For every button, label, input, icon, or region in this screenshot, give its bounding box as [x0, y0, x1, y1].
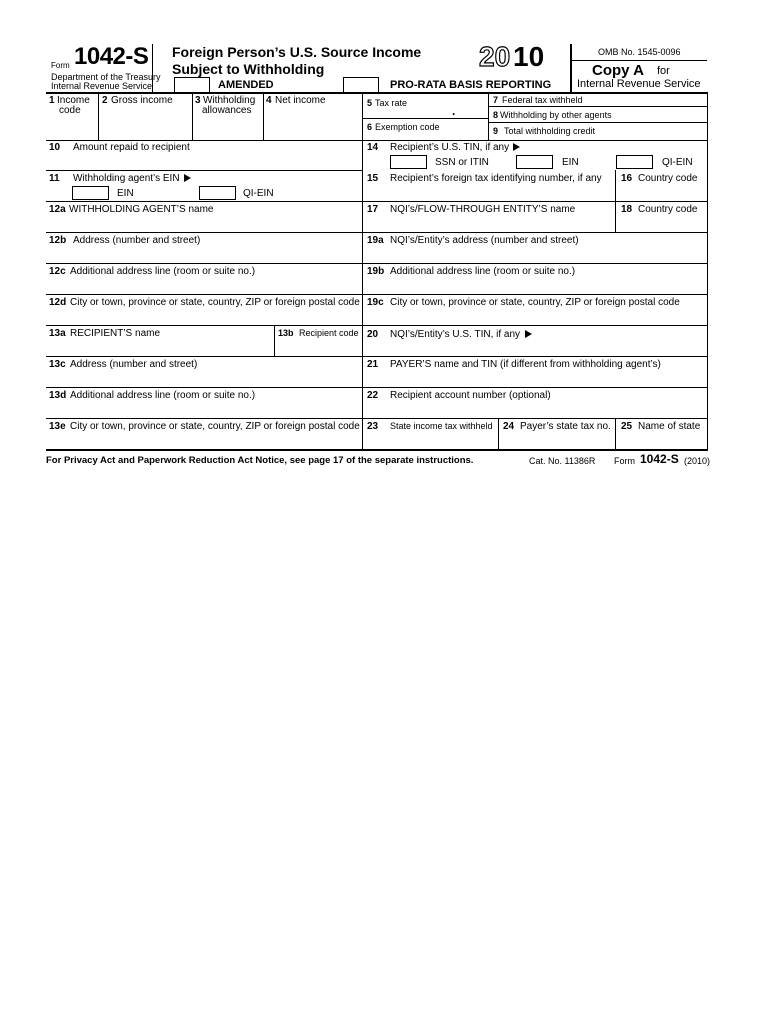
nqi-address-field[interactable]: [364, 247, 705, 262]
recipient-ein-label: EIN: [562, 157, 579, 168]
box17-label: NQI’s/FLOW-THROUGH ENTITY’S name: [390, 204, 576, 215]
box12b-label: Address (number and street): [73, 235, 201, 246]
dept-treasury: Department of the Treasury: [51, 72, 161, 82]
box6-label: Exemption code: [375, 122, 440, 132]
box12a-num: 12a: [49, 204, 66, 215]
box6-num: 6: [367, 122, 373, 132]
nqi-address-line2-field[interactable]: [364, 278, 705, 293]
federal-tax-withheld-field[interactable]: [600, 94, 705, 105]
gross-income-field[interactable]: [100, 110, 190, 138]
country-code-18-field[interactable]: [617, 216, 705, 231]
recipient-address-line2-field[interactable]: [48, 402, 360, 417]
withholding-other-agents-field[interactable]: [620, 108, 705, 120]
state-tax-withheld-field[interactable]: [364, 433, 496, 448]
box7-label: Federal tax withheld: [502, 95, 583, 105]
amended-checkbox[interactable]: [174, 77, 210, 93]
box15-num: 15: [367, 173, 379, 184]
recipient-qiein-label: QI-EIN: [662, 157, 693, 168]
box19c-num: 19c: [367, 297, 384, 308]
recipient-city-field[interactable]: [48, 433, 360, 448]
box13a-num: 13a: [49, 328, 66, 339]
agent-city-field[interactable]: [48, 309, 360, 324]
ssn-itin-label: SSN or ITIN: [435, 157, 489, 168]
ssn-itin-checkbox[interactable]: [390, 155, 427, 169]
footer-form-number: 1042-S: [640, 452, 679, 466]
omb-number: OMB No. 1545-0096: [598, 47, 681, 57]
privacy-notice: For Privacy Act and Paperwork Reduction Act Notice, see page 17 of the separate instructions.: [46, 455, 474, 466]
box25-num: 25: [621, 421, 633, 432]
box19b-label: Additional address line (room or suite no.): [390, 266, 576, 277]
box13c-label: Address (number and street): [70, 359, 198, 370]
agent-qiein-label: QI-EIN: [243, 188, 274, 199]
box11-num: 11: [49, 173, 60, 184]
nqi-city-field[interactable]: [364, 309, 705, 324]
box16-label: Country code: [638, 173, 698, 184]
box18-label: Country code: [638, 204, 698, 215]
box23-num: 23: [367, 421, 379, 432]
footer-year: (2010): [684, 456, 711, 466]
box19a-num: 19a: [367, 235, 384, 246]
tax-rate-decimal: .: [452, 104, 456, 118]
box8-num: 8: [493, 110, 499, 120]
box1-label2: code: [59, 105, 81, 116]
box1-label: Income: [57, 95, 90, 106]
nqi-name-field[interactable]: [364, 216, 613, 231]
box12b-num: 12b: [49, 235, 67, 246]
box13b-label: Recipient code: [299, 328, 359, 338]
box10-label: Amount repaid to recipient: [73, 142, 190, 153]
box7-num: 7: [493, 95, 499, 105]
income-code-field[interactable]: [48, 118, 96, 138]
box4-num: 4: [266, 95, 272, 106]
box12a-label: WITHHOLDING AGENT’S name: [69, 204, 214, 215]
box14-label: Recipient’s U.S. TIN, if any: [390, 142, 510, 153]
box5-num: 5: [367, 98, 373, 108]
nqi-tin-field[interactable]: [364, 342, 705, 355]
recipient-account-field[interactable]: [364, 402, 705, 417]
arrow-right-icon: [513, 143, 520, 151]
box1-num: 1: [49, 95, 55, 106]
foreign-tin-field[interactable]: [364, 186, 613, 200]
total-withholding-credit-field[interactable]: [610, 124, 705, 138]
box21-num: 21: [367, 359, 379, 370]
box12d-num: 12d: [49, 297, 67, 308]
amended-label: AMENDED: [218, 79, 274, 91]
box12c-label: Additional address line (room or suite no.): [70, 266, 256, 277]
box13e-num: 13e: [49, 421, 66, 432]
box13c-num: 13c: [49, 359, 66, 370]
box9-label: Total withholding credit: [504, 126, 596, 136]
agent-ein-checkbox[interactable]: [72, 186, 109, 200]
withholding-agent-name-field[interactable]: [48, 216, 360, 231]
box15-label: Recipient’s foreign tax identifying number, if any: [390, 173, 602, 184]
arrow-right-icon: [184, 174, 191, 182]
box13b-num: 13b: [278, 328, 294, 338]
box23-label: State income tax withheld: [390, 421, 493, 431]
box24-label: Payer’s state tax no.: [520, 421, 611, 432]
form-number: 1042-S: [74, 43, 149, 70]
box13a-label: RECIPIENT’S name: [70, 328, 161, 339]
box25-label: Name of state: [638, 421, 701, 432]
amount-repaid-field[interactable]: [48, 155, 360, 168]
box22-label: Recipient account number (optional): [390, 390, 551, 401]
box19a-label: NQI’s/Entity’s address (number and street): [390, 235, 579, 246]
pro-rata-label: PRO-RATA BASIS REPORTING: [390, 79, 552, 91]
copy-a: Copy A: [592, 62, 644, 79]
footer-form-word: Form: [614, 456, 635, 466]
net-income-field[interactable]: [265, 110, 360, 138]
box14-num: 14: [367, 142, 379, 153]
box3-label: Withholding: [203, 95, 256, 106]
agent-address-field[interactable]: [48, 247, 360, 262]
tax-rate-field[interactable]: [364, 104, 486, 118]
tax-year-solid: 10: [513, 41, 545, 72]
box4-label: Net income: [275, 95, 326, 106]
form-title-line2: Subject to Withholding: [172, 61, 325, 77]
pro-rata-checkbox[interactable]: [343, 77, 379, 93]
box22-num: 22: [367, 390, 379, 401]
box13d-num: 13d: [49, 390, 67, 401]
arrow-right-icon: [525, 330, 532, 338]
catalog-number: Cat. No. 11386R: [529, 456, 596, 466]
withholding-allowances-field[interactable]: [194, 118, 261, 138]
country-code-16-field[interactable]: [617, 186, 705, 200]
copy-irs: Internal Revenue Service: [577, 78, 701, 90]
box13d-label: Additional address line (room or suite no.): [70, 390, 256, 401]
box2-num: 2: [102, 95, 108, 106]
box19c-label: City or town, province or state, country, ZIP or foreign postal code: [390, 297, 680, 308]
box11-label: Withholding agent’s EIN: [73, 173, 180, 184]
box5-label: Tax rate: [375, 98, 408, 108]
payer-name-tin-field[interactable]: [364, 371, 705, 386]
box10-num: 10: [49, 142, 61, 153]
box17-num: 17: [367, 204, 379, 215]
recipient-address-field[interactable]: [48, 371, 360, 386]
box19b-num: 19b: [367, 266, 385, 277]
tax-year-outline: 20: [479, 41, 511, 72]
box8-label: Withholding by other agents: [500, 110, 612, 120]
state-name-field[interactable]: [617, 433, 705, 448]
box20-num: 20: [367, 329, 379, 340]
copy-for: for: [657, 65, 670, 77]
box3-label2: allowances: [202, 105, 252, 116]
dept-irs: Internal Revenue Service: [51, 81, 153, 91]
form-title-line1: Foreign Person’s U.S. Source Income: [172, 44, 422, 60]
exemption-code-field[interactable]: [440, 120, 486, 138]
payer-state-tax-no-field[interactable]: [500, 433, 613, 448]
box9-num: 9: [493, 126, 499, 136]
box24-num: 24: [503, 421, 515, 432]
box21-label: PAYER’S name and TIN (if different from withholding agent’s): [390, 359, 661, 370]
box3-num: 3: [195, 95, 201, 106]
box18-num: 18: [621, 204, 633, 215]
recipient-name-field[interactable]: [48, 340, 272, 355]
box12d-label: City or town, province or state, country, ZIP or foreign postal code: [70, 297, 360, 308]
box20-label: NQI’s/Entity’s U.S. TIN, if any: [390, 329, 521, 340]
box2-label: Gross income: [111, 95, 173, 106]
agent-address-line2-field[interactable]: [48, 278, 360, 293]
agent-ein-label: EIN: [117, 188, 134, 199]
recipient-qiein-checkbox[interactable]: [616, 155, 653, 169]
box13e-label: City or town, province or state, country, ZIP or foreign postal code: [70, 421, 360, 432]
box16-num: 16: [621, 173, 633, 184]
recipient-ein-checkbox[interactable]: [516, 155, 553, 169]
agent-qiein-checkbox[interactable]: [199, 186, 236, 200]
form-word: Form: [51, 61, 70, 70]
recipient-code-field[interactable]: [276, 340, 360, 355]
box12c-num: 12c: [49, 266, 66, 277]
